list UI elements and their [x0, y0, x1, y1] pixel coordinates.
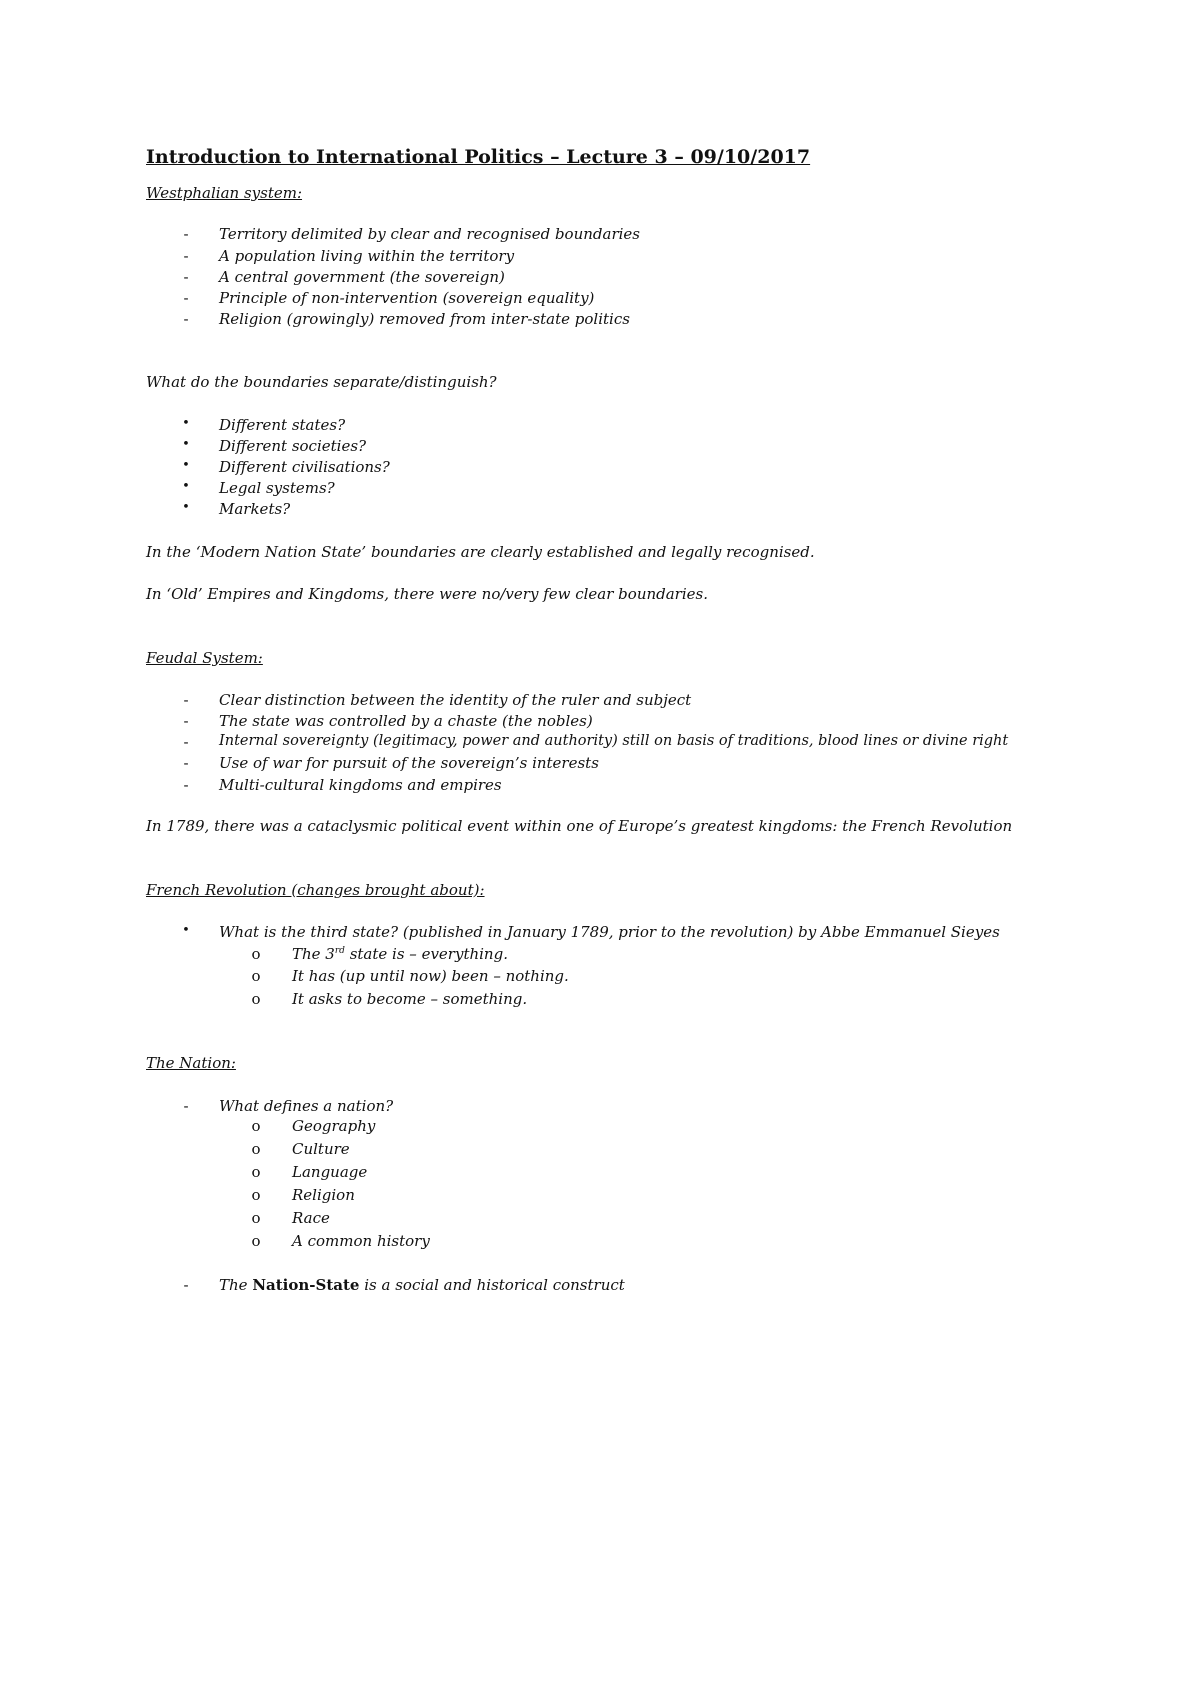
westphalian-heading: Westphalian system:: [146, 184, 303, 202]
sub-list-item-text: The 3rd state is – everything.: [292, 945, 508, 963]
list-item-text: Different states?: [219, 416, 346, 434]
sub-list-item-text: Religion: [292, 1186, 355, 1204]
dash-marker: -: [183, 310, 189, 328]
bullet-marker: •: [182, 437, 190, 452]
sub-list-item-text: Geography: [292, 1117, 376, 1135]
list-item-text: Internal sovereignty (legitimacy, power and authority) still on basis of traditions, blood lines or divine right: [219, 733, 1009, 749]
nation-state-term: Nation-State: [252, 1276, 360, 1294]
bullet-marker: •: [182, 923, 190, 938]
modern-nation-paragraph: In the ‘Modern Nation State’ boundaries are clearly established and legally recognised.: [146, 543, 815, 561]
list-item-text: Clear distinction between the identity of the ruler and subject: [219, 691, 692, 709]
list-item-text: Religion (growingly) removed from inter-state politics: [219, 310, 630, 328]
circle-marker: o: [251, 1232, 261, 1250]
sub-list-item-text: Race: [292, 1209, 330, 1227]
circle-marker: o: [251, 1117, 261, 1135]
old-empires-paragraph: In ‘Old’ Empires and Kingdoms, there were no/very few clear boundaries.: [146, 585, 708, 603]
sub-list-item-text: Culture: [292, 1140, 350, 1158]
bullet-marker: •: [182, 416, 190, 431]
list-item-text: The Nation-State is a social and historical construct: [219, 1276, 625, 1294]
circle-marker: o: [251, 967, 261, 985]
dash-marker: -: [183, 225, 189, 243]
feudal-heading: Feudal System:: [146, 649, 263, 667]
list-item-text: A population living within the territory: [219, 247, 515, 265]
circle-marker: o: [251, 945, 261, 963]
circle-marker: o: [251, 1209, 261, 1227]
circle-marker: o: [251, 990, 261, 1008]
list-item-text: Different societies?: [219, 437, 367, 455]
dash-marker: -: [183, 289, 189, 307]
circle-marker: o: [251, 1163, 261, 1181]
document-title: Introduction to International Politics – Lecture 3 – 09/10/2017: [146, 146, 811, 168]
dash-marker: -: [183, 1276, 189, 1294]
boundaries-question: What do the boundaries separate/distinguish?: [146, 373, 497, 391]
dash-marker: -: [183, 691, 189, 709]
bullet-marker: •: [182, 458, 190, 473]
dash-marker: -: [183, 712, 189, 730]
dash-marker: -: [183, 776, 189, 794]
circle-marker: o: [251, 1186, 261, 1204]
dash-marker: -: [183, 754, 189, 772]
list-item-text: Principle of non-intervention (sovereign equality): [219, 289, 595, 307]
nation-heading: The Nation:: [146, 1054, 236, 1072]
dash-marker: -: [183, 1097, 189, 1115]
french-revolution-heading: French Revolution (changes brought about):: [146, 881, 485, 899]
dash-marker: -: [183, 247, 189, 265]
sub-list-item-text: It asks to become – something.: [292, 990, 528, 1008]
list-item-text: Different civilisations?: [219, 458, 390, 476]
circle-marker: o: [251, 1140, 261, 1158]
sub-list-item-text: Language: [292, 1163, 368, 1181]
list-item-text: What defines a nation?: [219, 1097, 394, 1115]
list-item-text: A central government (the sovereign): [219, 268, 505, 286]
dash-marker: -: [183, 733, 189, 751]
french-revolution-note: In 1789, there was a cataclysmic political event within one of Europe’s greatest kingdoms: the French Revolution: [146, 817, 1013, 835]
dash-marker: -: [183, 268, 189, 286]
bullet-marker: •: [182, 479, 190, 494]
list-item-text: Territory delimited by clear and recognised boundaries: [219, 225, 640, 243]
list-item-text: Markets?: [219, 500, 291, 518]
list-item-text: Legal systems?: [219, 479, 335, 497]
bullet-marker: •: [182, 500, 190, 515]
list-item-text: Multi-cultural kingdoms and empires: [219, 776, 502, 794]
list-item-text: The state was controlled by a chaste (the nobles): [219, 712, 593, 730]
sub-list-item-text: A common history: [292, 1232, 430, 1250]
list-item-text: Use of war for pursuit of the sovereign’s interests: [219, 754, 599, 772]
sub-list-item-text: It has (up until now) been – nothing.: [292, 967, 569, 985]
list-item-text: What is the third state? (published in January 1789, prior to the revolution) by Abbe Emmanuel Sieyes: [219, 923, 1000, 941]
